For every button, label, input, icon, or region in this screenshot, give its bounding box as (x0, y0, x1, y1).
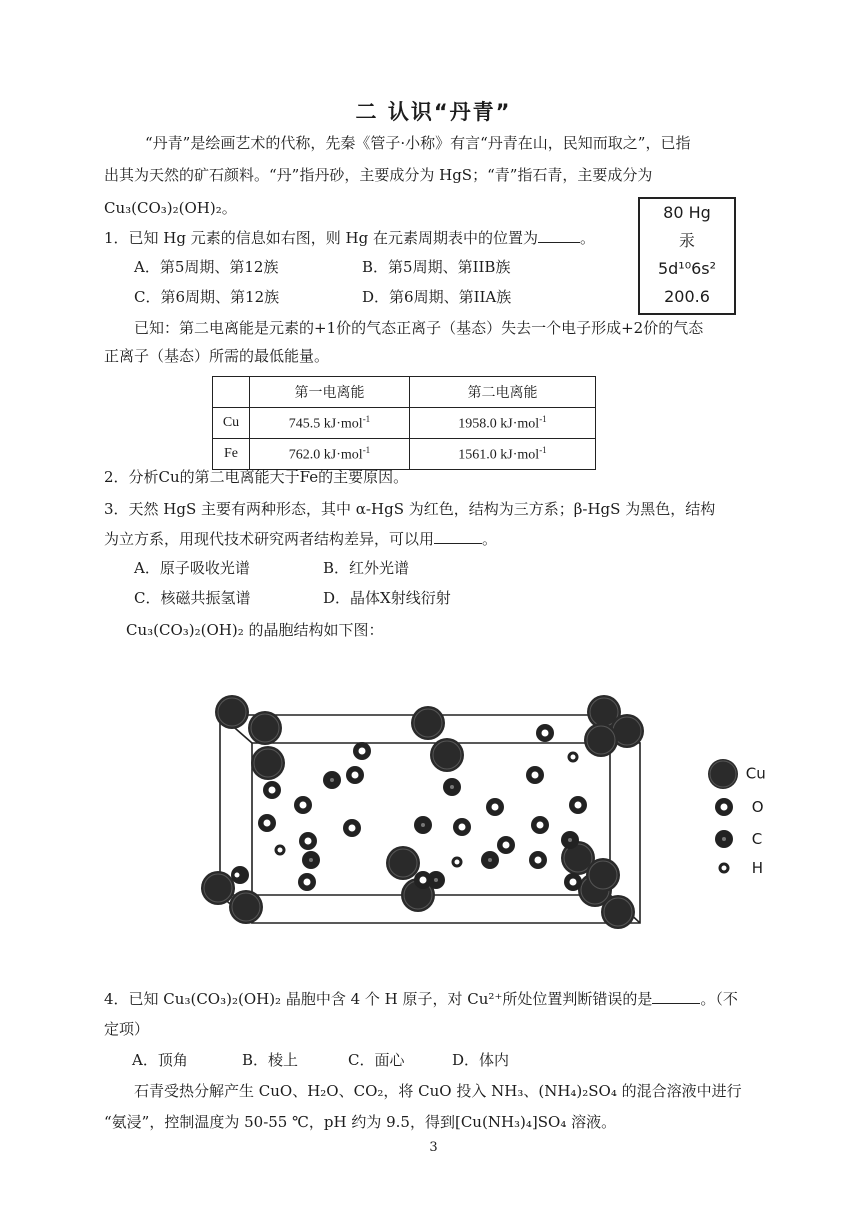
c-atom-icon (713, 828, 735, 850)
q4-end: 。（不 (700, 990, 738, 1008)
final-line-1: 石青受热分解产生 CuO、H₂O、CO₂，将 CuO 投入 NH₃、(NH₄)₂SO₄ 的混合溶液中进行 (134, 1082, 742, 1100)
q4-option-b[interactable]: B．棱上 (242, 1051, 299, 1069)
cu-atom-icon (705, 757, 741, 791)
table-cell-first: 745.5 kJ·mol$^{-1}$ (250, 408, 410, 439)
legend-c (713, 828, 762, 850)
table-header-first: 第一电离能 (250, 377, 410, 408)
table-cell-second: 1958.0 kJ·mol$^{-1}$ (410, 408, 596, 439)
cu-atom (248, 711, 282, 745)
cu-atom (584, 723, 618, 757)
cu-atom (215, 695, 249, 729)
table-header-second: 第二电离能 (410, 377, 596, 408)
legend-o (713, 796, 764, 818)
h-atom (275, 845, 286, 856)
q4-line-1 (104, 989, 738, 1009)
q3-line-1: 3．天然 HgS 主要有两种形态，其中 α-HgS 为红色，结构为三方系；β-HgS 为黑色，结构 (104, 500, 716, 518)
h-atom (452, 857, 463, 868)
cu-atom (229, 890, 263, 924)
legend-label-cu: Cu (745, 764, 766, 783)
c-atom (481, 851, 499, 869)
o-atom (497, 836, 515, 854)
final-line-2: “氨浸”，控制温度为 50-55 ℃，pH 约为 9.5，得到[Cu(NH₃)₄]SO₄ 溶液。 (104, 1113, 617, 1131)
o-atom (258, 814, 276, 832)
q1-option-a[interactable]: A．第5周期、第12族 (134, 258, 279, 276)
atoms-group (201, 695, 644, 929)
element-number-symbol: 80 Hg (663, 203, 711, 222)
o-atom (564, 873, 582, 891)
section-title: 二 认识“丹青” (355, 100, 512, 124)
element-card-hg (638, 197, 736, 315)
q4-option-a[interactable]: A．顶角 (132, 1051, 188, 1069)
o-atom (294, 796, 312, 814)
q1-stem (104, 228, 595, 248)
q3-option-b[interactable]: B．红外光谱 (323, 559, 410, 577)
q1-option-d[interactable]: D．第6周期、第IIA族 (362, 288, 512, 306)
o-atom (263, 781, 281, 799)
o-atom (453, 818, 471, 836)
o-atom (346, 766, 364, 784)
legend-h (715, 858, 763, 878)
legend-label-h: H (751, 858, 764, 877)
c-atom (414, 816, 432, 834)
o-atom (536, 724, 554, 742)
table-header-row (213, 377, 596, 408)
cu-atom (386, 846, 420, 880)
table-row (213, 408, 596, 439)
c-atom (561, 831, 579, 849)
o-atom (526, 766, 544, 784)
intro-line-1: “丹青”是绘画艺术的代称，先秦《管子·小称》有言“丹青在山，民知而取之”，已指 (145, 134, 691, 152)
q1-answer-blank[interactable] (538, 228, 580, 243)
known-line-1: 已知：第二电离能是元素的+1价的气态正离子（基态）失去一个电子形成+2价的气态 (134, 319, 704, 337)
c-atom (323, 771, 341, 789)
q4-option-c[interactable]: C．面心 (348, 1051, 405, 1069)
intro-line-3: Cu₃(CO₃)₂(OH)₂。 (104, 199, 237, 217)
q3-option-c[interactable]: C．核磁共振氢谱 (134, 589, 251, 607)
legend-cu (705, 757, 766, 791)
table-cell-element: Cu (213, 408, 250, 439)
legend-label-o: O (751, 797, 764, 816)
table-cell-second: 1561.0 kJ·mol$^{-1}$ (410, 439, 596, 470)
q1-option-b[interactable]: B．第5周期、第IIB族 (362, 258, 511, 276)
q3-answer-blank[interactable] (434, 529, 482, 544)
q3-end: 。 (482, 530, 498, 548)
q4-line-2: 定项） (104, 1020, 150, 1038)
page-number: 3 (429, 1140, 438, 1155)
cu-atom (201, 871, 235, 905)
o-atom (298, 873, 316, 891)
element-config: 5d¹⁰6s² (657, 259, 717, 278)
o-atom (486, 798, 504, 816)
table-cell-element: Fe (213, 439, 250, 470)
q3-line-2-text: 为立方系，用现代技术研究两者结构差异，可以用 (104, 530, 435, 548)
crystal-cell-diagram (190, 685, 660, 945)
element-name: 汞 (678, 231, 695, 250)
o-atom (353, 742, 371, 760)
table-header-empty (213, 377, 250, 408)
cu-atom (411, 706, 445, 740)
legend-label-c: C (751, 829, 763, 848)
c-atom (443, 778, 461, 796)
ionization-table (212, 376, 596, 470)
table-row (213, 439, 596, 470)
o-atom (529, 851, 547, 869)
cu-atom (430, 738, 464, 772)
intro-line-2: 出其为天然的矿石颜料。“丹”指丹砂，主要成分为 HgS；“青”指石青，主要成分为 (104, 166, 653, 184)
q3-option-a[interactable]: A．原子吸收光谱 (134, 559, 250, 577)
o-atom (531, 816, 549, 834)
h-atom (568, 752, 579, 763)
q3-line-2 (104, 529, 497, 549)
known-line-2: 正离子（基态）所需的最低能量。 (104, 347, 330, 365)
q4-option-d[interactable]: D．体内 (452, 1051, 510, 1069)
h-atom-icon (715, 858, 733, 878)
table-cell-first: 762.0 kJ·mol$^{-1}$ (250, 439, 410, 470)
q3-option-d[interactable]: D．晶体X射线衍射 (323, 589, 451, 607)
c-atom (302, 851, 320, 869)
q4-answer-blank[interactable] (652, 989, 700, 1004)
c-atom (427, 871, 445, 889)
q1-option-c[interactable]: C．第6周期、第12族 (134, 288, 280, 306)
h-atom (232, 870, 243, 881)
o-atom (343, 819, 361, 837)
o-atom-icon (713, 796, 735, 818)
o-atom (569, 796, 587, 814)
o-atom (299, 832, 317, 850)
cu-atom (251, 746, 285, 780)
cu-atom (586, 858, 620, 892)
q1-stem-end: 。 (580, 229, 596, 247)
q4-line-1-text: 4．已知 Cu₃(CO₃)₂(OH)₂ 晶胞中含 4 个 H 原子，对 Cu²⁺所处位置判断错误的是 (104, 990, 653, 1008)
q2-text: 2．分析Cu的第二电离能大于Fe的主要原因。 (104, 468, 409, 486)
cell-caption: Cu₃(CO₃)₂(OH)₂ 的晶胞结构如下图： (126, 621, 384, 639)
cu-atom (601, 895, 635, 929)
q1-stem-text: 1．已知 Hg 元素的信息如右图，则 Hg 在元素周期表中的位置为 (104, 229, 538, 247)
element-mass: 200.6 (664, 287, 710, 306)
